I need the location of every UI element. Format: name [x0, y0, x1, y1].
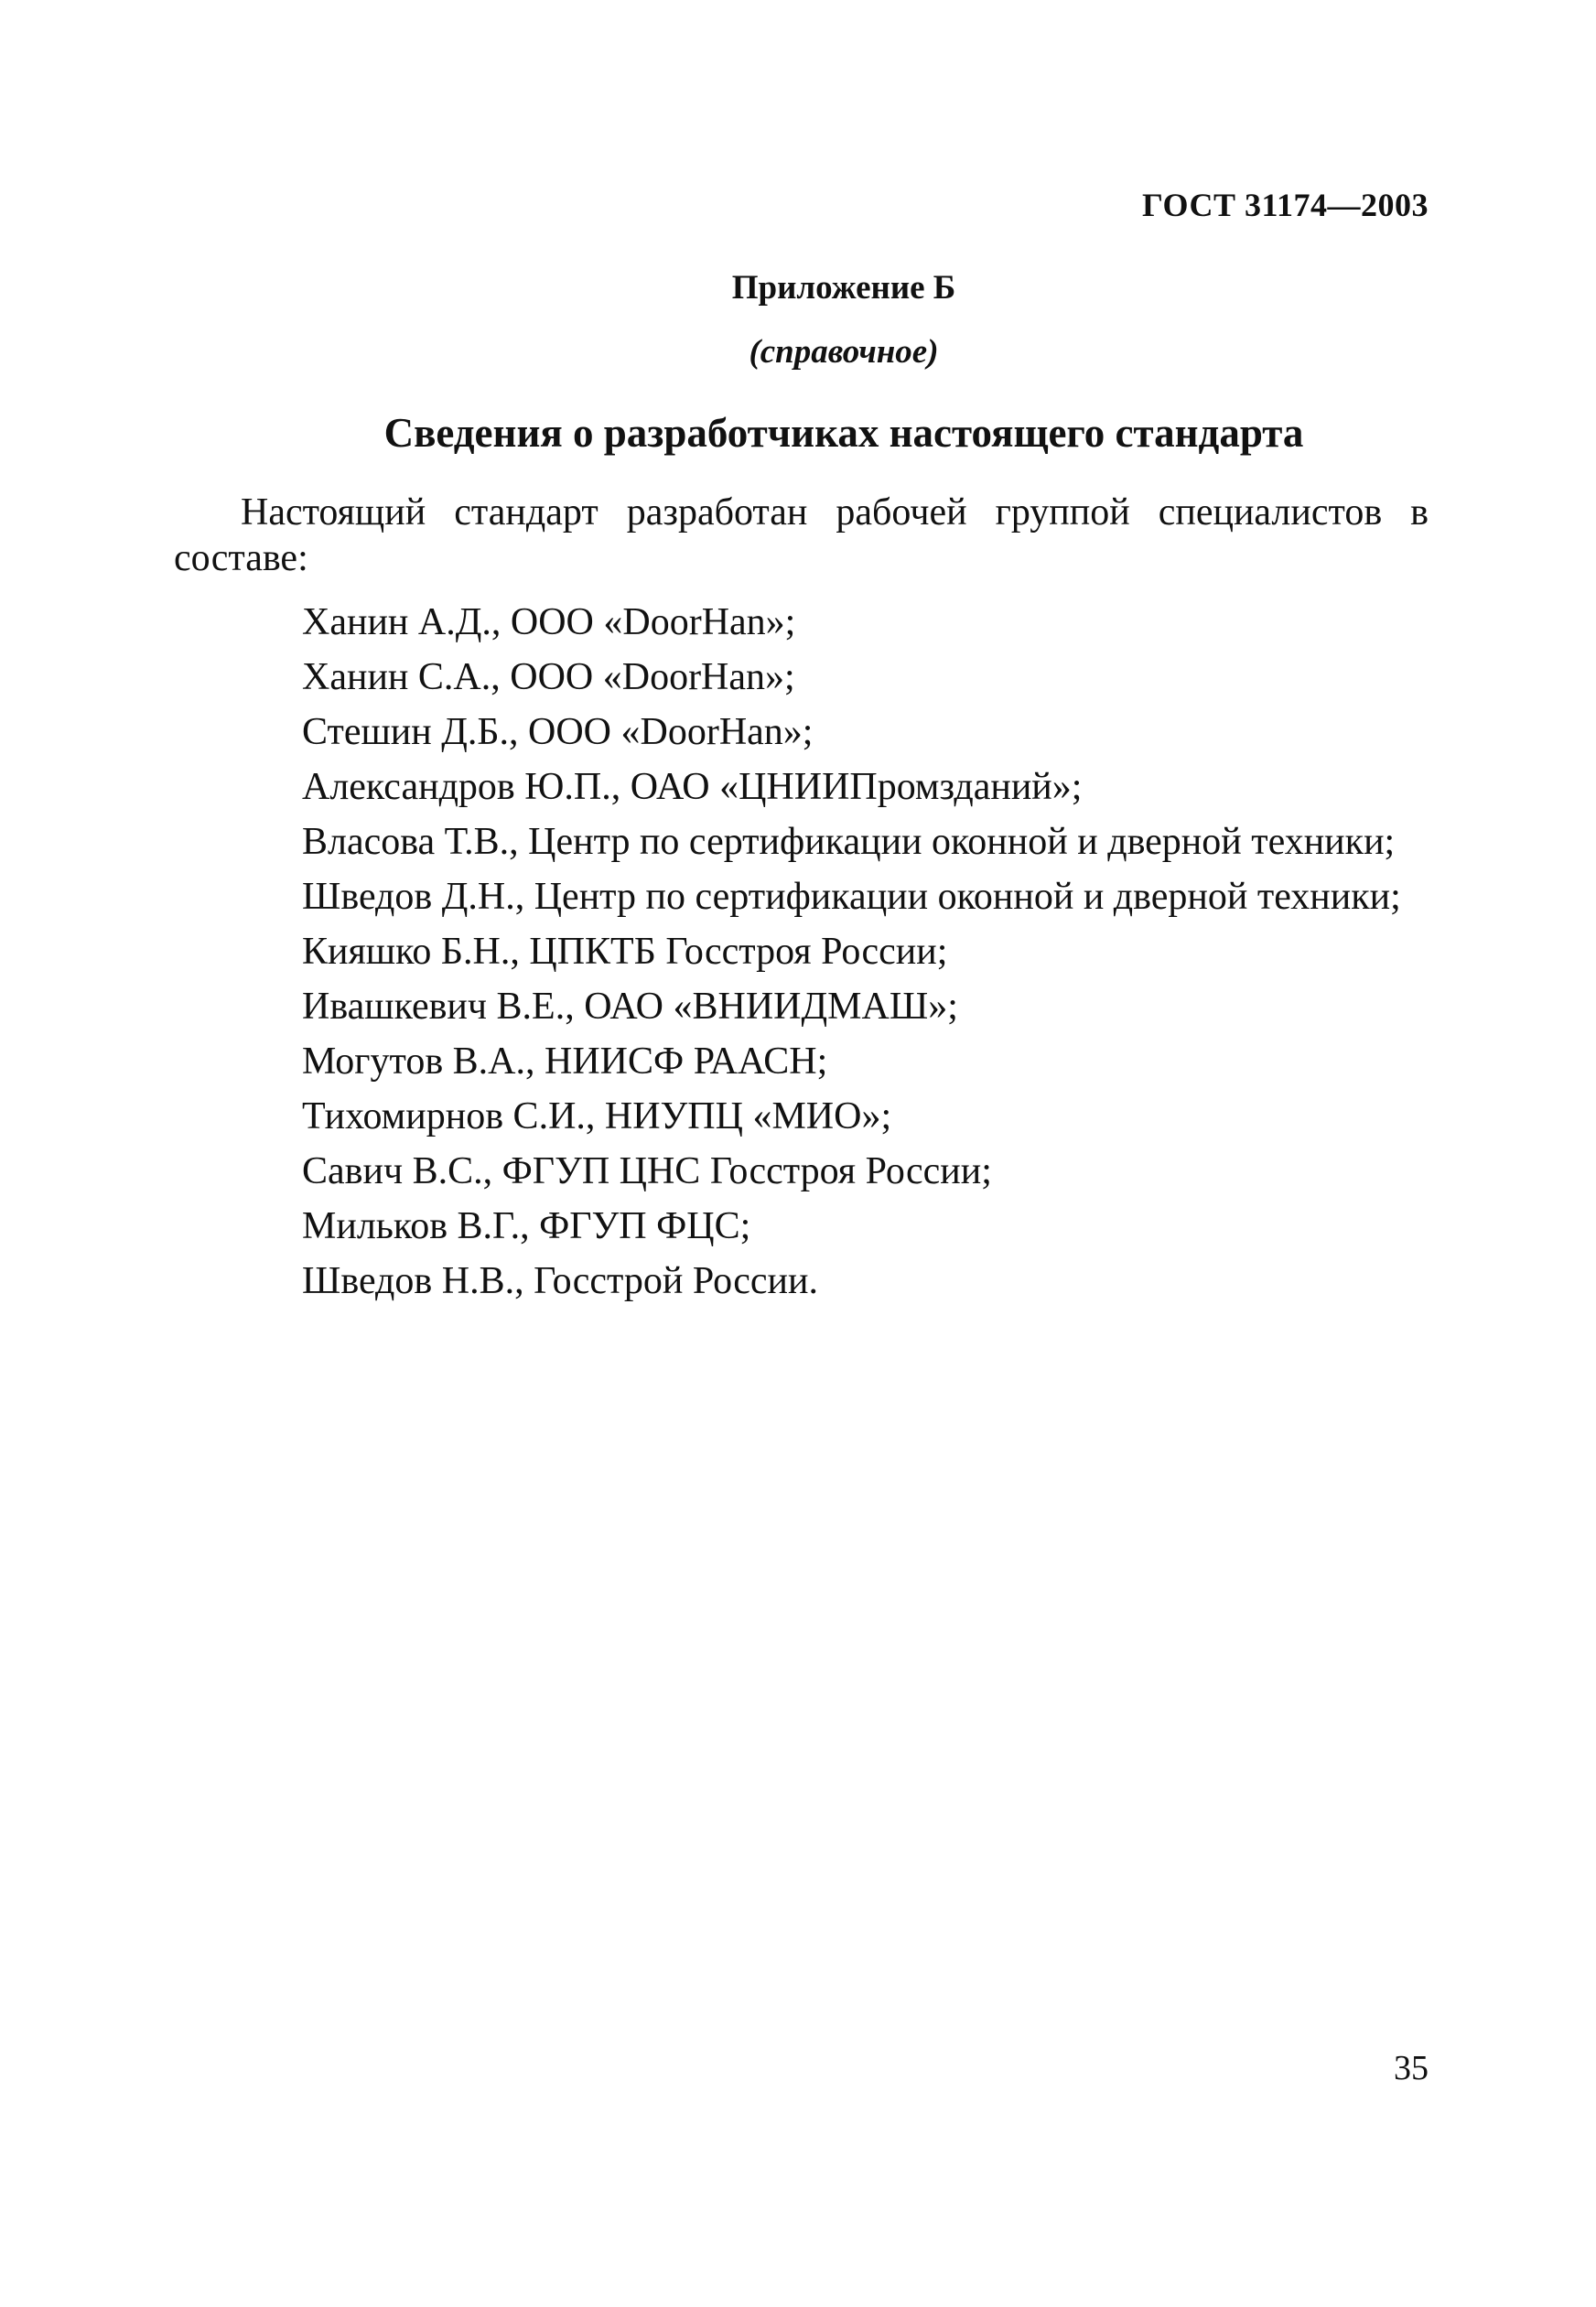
developer-item: Власова Т.В., Центр по сертификации оконной и дверной техники; — [302, 821, 1396, 863]
developer-item: Мильков В.Г., ФГУП ФЦС; — [302, 1205, 751, 1247]
developer-item: Александров Ю.П., ОАО «ЦНИИПромзданий»; — [302, 766, 1083, 808]
page-number: 35 — [1394, 2049, 1429, 2087]
section-heading: Сведения о разработчиках настоящего стандарта — [383, 410, 1304, 456]
developer-item: Ханин А.Д., ООО «DoorHan»; — [302, 601, 796, 643]
developer-item: Кияшко Б.Н., ЦПКТБ Госстроя России; — [302, 931, 948, 973]
developer-item: Ивашкевич В.Е., ОАО «ВНИИДМАШ»; — [302, 986, 958, 1028]
developer-item: Тихомирнов С.И., НИУПЦ «МИО»; — [302, 1095, 892, 1137]
standard-code: ГОСТ 31174—2003 — [1142, 187, 1429, 223]
developer-item: Ханин С.А., ООО «DoorHan»; — [302, 656, 795, 698]
developer-item: Могутов В.А., НИИСФ РААСН; — [302, 1040, 828, 1083]
developer-item: Савич В.С., ФГУП ЦНС Госстроя России; — [302, 1150, 992, 1192]
developer-list — [302, 599, 1429, 1313]
appendix-note: (справочное) — [749, 333, 939, 371]
developer-item: Стешин Д.Б., ООО «DoorHan»; — [302, 711, 814, 753]
developer-item: Шведов Н.В., Госстрой России. — [302, 1260, 818, 1302]
intro-paragraph: Настоящий стандарт разработан рабочей группой специалистов в составе: — [174, 491, 1429, 579]
appendix-title: Приложение Б — [731, 269, 956, 307]
developer-item: Шведов Д.Н., Центр по сертификации оконной и дверной техники; — [302, 876, 1401, 918]
